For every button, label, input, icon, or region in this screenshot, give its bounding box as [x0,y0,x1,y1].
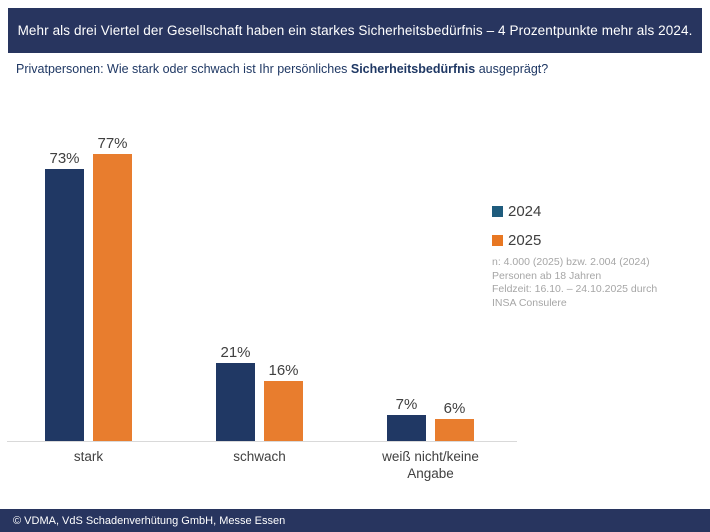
bar-2025-wei-nicht-keine-angabe [435,419,474,441]
legend-swatch-2024 [492,206,503,217]
survey-question-suffix: ausgeprägt? [475,62,549,76]
value-label-2024-wei-nicht-keine-angabe: 7% [395,396,418,413]
value-label-2025-schwach: 16% [268,362,299,379]
bar-2024-schwach [216,363,255,441]
value-label-2024-schwach: 21% [220,344,251,361]
survey-question-emphasis: Sicherheitsbedürfnis [350,62,476,76]
category-label-wei-nicht-keine-angabe: weiß nicht/keine Angabe [382,449,479,481]
header-bar [8,8,702,53]
category-label-schwach: schwach [233,449,286,464]
note-line-population: Personen ab 18 Jahren [492,269,602,282]
chart-legend [492,201,541,259]
slide-title: Mehr als drei Viertel der Gesellschaft haben ein starkes Sicherheitsbedürfnis – 4 Prozentpunkte mehr als 2024. [17,23,693,38]
legend-item-2024 [492,201,541,221]
methodology-note [492,256,657,310]
legend-label-2025: 2025 [508,231,542,249]
value-label-2025-wei-nicht-keine-angabe: 6% [443,400,466,417]
bar-2025-stark [93,154,132,441]
value-label-2025-stark: 77% [97,135,128,152]
bar-2024-wei-nicht-keine-angabe [387,415,426,441]
bar-chart [7,135,517,481]
footer-bar [0,509,710,532]
note-line-sample: n: 4.000 (2025) bzw. 2.004 (2024) [492,256,650,268]
legend-swatch-2025 [492,235,503,246]
survey-question-prefix: Privatpersonen: Wie stark oder schwach ist Ihr persönliches [16,62,351,76]
note-line-institute: INSA Consulere [492,296,567,309]
survey-question [16,62,548,76]
category-label-stark: stark [73,449,104,464]
legend-label-2024: 2024 [508,202,542,220]
bar-2025-schwach [264,381,303,441]
note-line-fieldwork: Feldzeit: 16.10. – 24.10.2025 durch [492,283,658,295]
legend-item-2025 [492,230,541,250]
copyright-text: © VDMA, VdS Schadenverhütung GmbH, Messe Essen [13,514,286,527]
bar-2024-stark [45,169,84,441]
value-label-2024-stark: 73% [49,150,80,167]
